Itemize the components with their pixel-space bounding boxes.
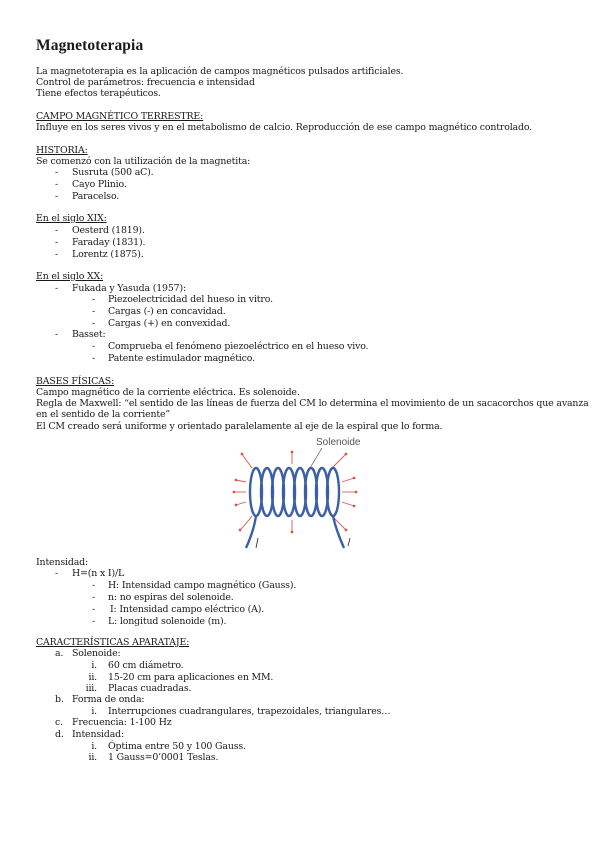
bullet-dash: -: [55, 249, 59, 260]
bases-line: Regla de Maxwell: “el sentido de las líneas de fuerza del CM lo determina el movimiento de un sacacorchos que avanza: [36, 398, 589, 409]
list-marker: ii.: [88, 672, 97, 683]
intro-line: Control de parámetros: frecuencia e intensidad: [36, 77, 255, 88]
list-marker: d.: [55, 729, 64, 740]
list-item: Basset:: [72, 329, 106, 340]
bullet-dash: -: [55, 283, 59, 294]
list-marker: b.: [55, 694, 64, 705]
bullet-dash: -: [55, 191, 59, 202]
bases-line: El CM creado será uniforme y orientado paralelamente al eje de la espiral que lo forma.: [36, 421, 443, 432]
bullet-dash: -: [92, 318, 96, 329]
bullet-dash: -: [92, 592, 96, 603]
bullet-dash: -: [55, 179, 59, 190]
list-item: Patente estimulador magnético.: [108, 353, 255, 364]
list-marker: c.: [55, 717, 63, 728]
section-heading-caracteristicas: CARACTERÍSTICAS APARATAJE:: [36, 637, 190, 648]
bullet-dash: -: [55, 167, 59, 178]
historia-intro: Se comenzó con la utilización de la magnetita:: [36, 156, 251, 167]
list-marker: i.: [91, 660, 97, 671]
bases-line: Campo magnético de la corriente eléctrica. Es solenoide.: [36, 387, 300, 398]
formula: H=(n x I)/L: [72, 568, 125, 579]
current-arrows: [256, 538, 350, 548]
list-item: H: Intensidad campo magnético (Gauss).: [108, 580, 297, 591]
siglo19-heading: En el siglo XIX:: [36, 213, 107, 224]
bullet-dash: -: [92, 580, 96, 591]
list-item: Solenoide:: [72, 648, 121, 659]
list-item: Piezoelectricidad del hueso in vitro.: [108, 294, 273, 305]
list-item: Cargas (+) en convexidad.: [108, 318, 231, 329]
bases-line: en el sentido de la corriente”: [36, 409, 171, 420]
list-item: Placas cuadradas.: [108, 683, 192, 694]
section-heading-bases: BASES FÍSICAS:: [36, 376, 115, 387]
list-item: I: Intensidad campo eléctrico (A).: [110, 604, 265, 615]
list-item: Lorentz (1875).: [72, 249, 144, 260]
bullet-dash: -: [92, 294, 96, 305]
list-item: Frecuencia: 1-100 Hz: [72, 717, 172, 728]
bullet-dash: -: [92, 306, 96, 317]
bullet-dash: -: [92, 616, 96, 627]
label-pointer: [310, 448, 322, 468]
page-title: Magnetoterapia: [36, 37, 144, 54]
bullet-dash: -: [92, 341, 96, 352]
bullet-dash: -: [55, 329, 59, 340]
intensidad-heading: Intensidad:: [36, 557, 89, 568]
bullet-dash: -: [55, 225, 59, 236]
list-marker: iii.: [85, 683, 97, 694]
intro-line: Tiene efectos terapéuticos.: [36, 88, 161, 99]
campo-text: Influye en los seres vivos y en el metabolismo de calcio. Reproducción de ese campo magnético controlado.: [36, 122, 533, 133]
bullet-dash: -: [92, 604, 96, 615]
figure-label: Solenoide: [316, 437, 361, 448]
list-item: 15-20 cm para aplicaciones en MM.: [108, 672, 274, 683]
section-heading-campo: CAMPO MAGNÉTICO TERRESTRE:: [36, 111, 204, 122]
list-marker: i.: [91, 706, 97, 717]
solenoid-coils: [246, 468, 344, 548]
list-item: Oesterd (1819).: [72, 225, 145, 236]
bullet-dash: -: [92, 353, 96, 364]
list-item: Cayo Plinio.: [72, 179, 127, 190]
list-item: Faraday (1831).: [72, 237, 146, 248]
section-heading-historia: HISTORIA:: [36, 145, 88, 156]
list-item: Fukada y Yasuda (1957):: [72, 283, 187, 294]
list-item: Interrupciones cuadrangulares, trapezoidales, triangulares…: [108, 706, 391, 717]
list-item: 60 cm diámetro.: [108, 660, 184, 671]
list-item: Susruta (500 aC).: [72, 167, 154, 178]
list-item: L: longitud solenoide (m).: [108, 616, 227, 627]
list-item: Comprueba el fenómeno piezoeléctrico en el hueso vivo.: [108, 341, 369, 352]
list-item: Forma de onda:: [72, 694, 145, 705]
list-item: 1 Gauss=0’0001 Teslas.: [108, 752, 219, 763]
intro-line: La magnetoterapia es la aplicación de campos magnéticos pulsados artificiales.: [36, 66, 404, 77]
solenoid-figure: [232, 430, 362, 554]
siglo20-heading: En el siglo XX:: [36, 271, 104, 282]
bullet-dash: -: [55, 237, 59, 248]
bullet-dash: -: [55, 568, 59, 579]
list-item: Cargas (-) en concavidad.: [108, 306, 226, 317]
list-item: n: no espiras del solenoide.: [108, 592, 234, 603]
list-marker: i.: [91, 741, 97, 752]
list-item: Óptima entre 50 y 100 Gauss.: [108, 741, 246, 752]
list-marker: a.: [55, 648, 64, 659]
list-item: Paracelso.: [72, 191, 120, 202]
list-marker: ii.: [88, 752, 97, 763]
list-item: Intensidad:: [72, 729, 125, 740]
